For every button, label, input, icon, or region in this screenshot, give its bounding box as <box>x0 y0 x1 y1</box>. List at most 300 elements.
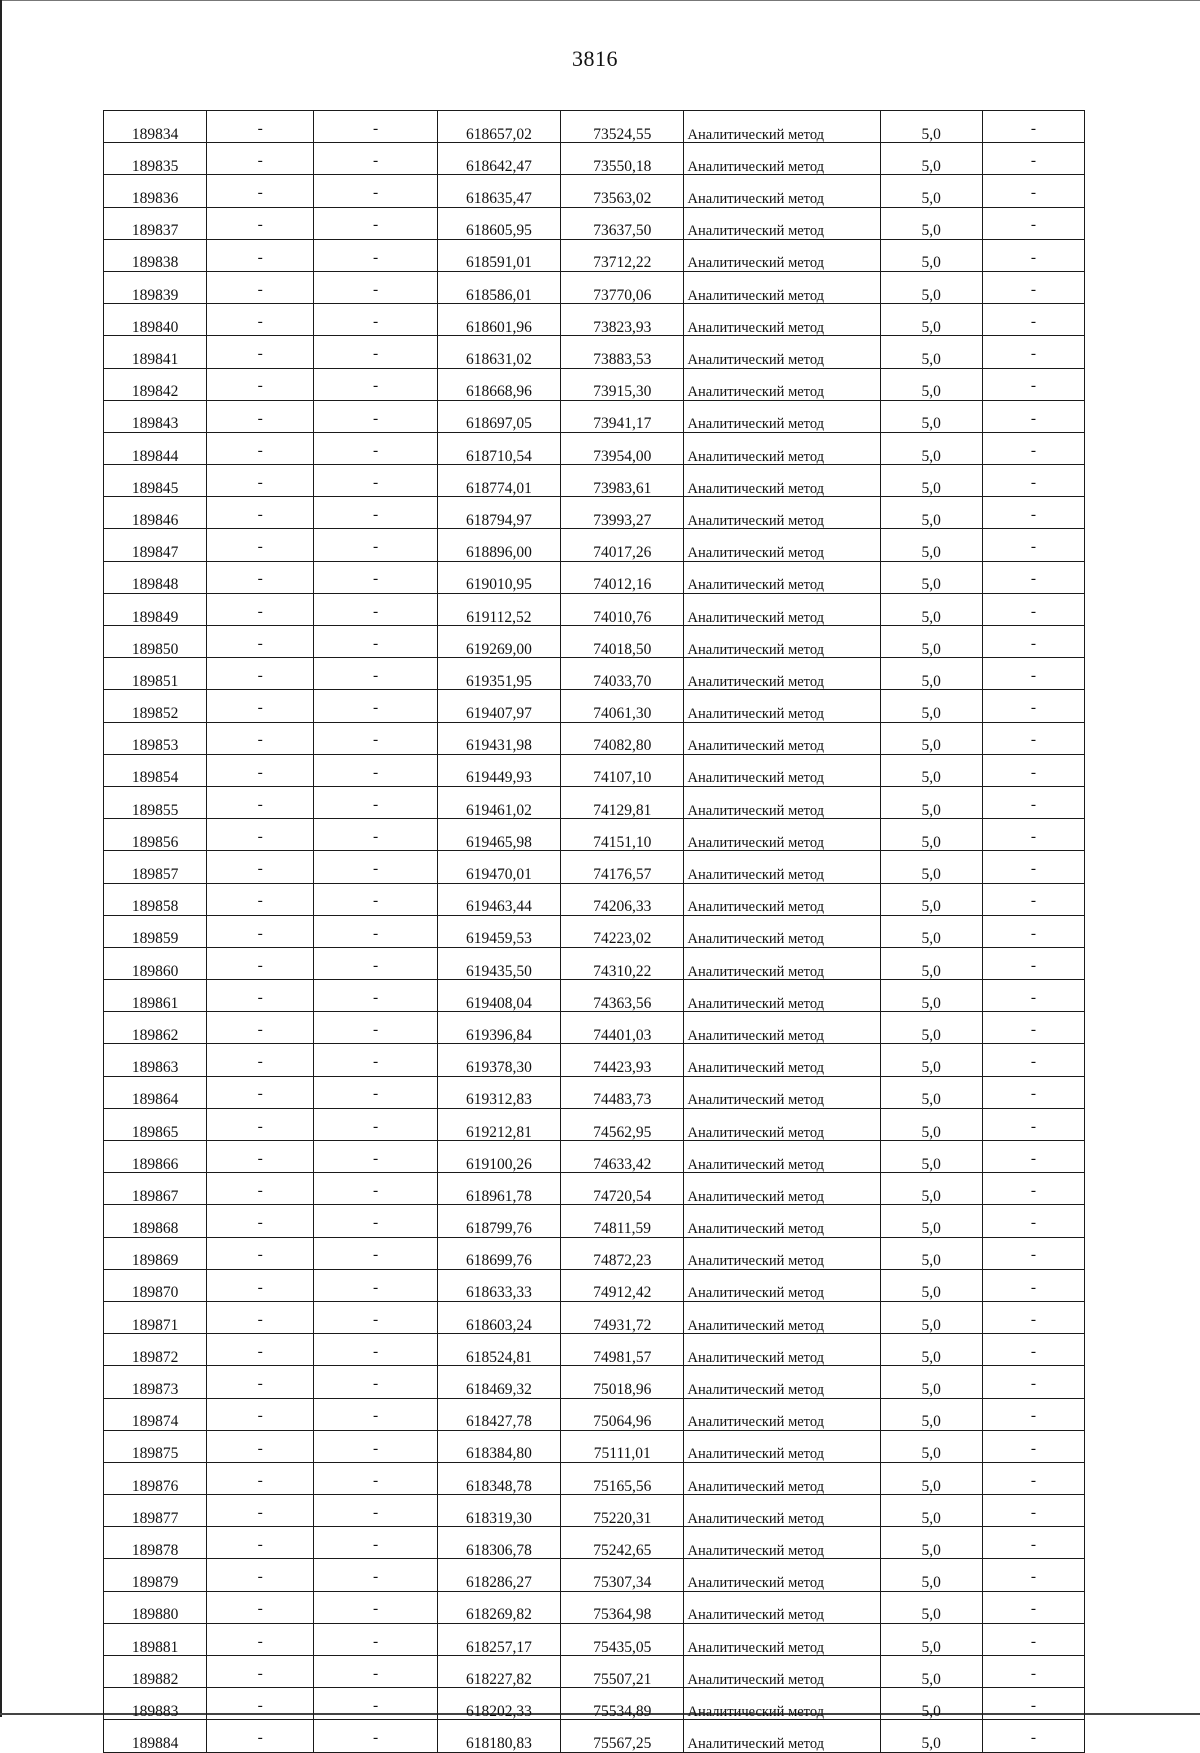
empty-value-cell: - <box>207 658 314 690</box>
empty-value-cell: - <box>982 336 1084 368</box>
empty-value-cell: - <box>982 1688 1084 1720</box>
coordinate-x-cell: 618603,24 <box>437 1301 560 1333</box>
method-cell: Аналитический метод <box>684 465 880 497</box>
empty-value-cell: - <box>207 368 314 400</box>
accuracy-cell: 5,0 <box>880 1495 982 1527</box>
empty-value-cell: - <box>314 1108 437 1140</box>
empty-value-cell: - <box>207 690 314 722</box>
table-row <box>104 1495 1085 1527</box>
point-number-cell: 189859 <box>104 915 207 947</box>
coordinate-x-cell: 619010,95 <box>437 561 560 593</box>
empty-value-cell: - <box>207 1205 314 1237</box>
method-cell: Аналитический метод <box>684 1012 880 1044</box>
empty-value-cell: - <box>314 368 437 400</box>
table-row <box>104 1623 1085 1655</box>
method-cell: Аналитический метод <box>684 626 880 658</box>
method-cell: Аналитический метод <box>684 722 880 754</box>
empty-value-cell: - <box>207 239 314 271</box>
empty-value-cell: - <box>982 819 1084 851</box>
coordinate-x-cell: 618427,78 <box>437 1398 560 1430</box>
coordinate-y-cell: 73954,00 <box>561 432 684 464</box>
empty-value-cell: - <box>314 1141 437 1173</box>
empty-value-cell: - <box>314 1462 437 1494</box>
method-cell: Аналитический метод <box>684 1527 880 1559</box>
table-row <box>104 271 1085 303</box>
method-cell: Аналитический метод <box>684 1720 880 1752</box>
empty-value-cell: - <box>982 593 1084 625</box>
accuracy-cell: 5,0 <box>880 626 982 658</box>
empty-value-cell: - <box>982 690 1084 722</box>
point-number-cell: 189883 <box>104 1688 207 1720</box>
empty-value-cell: - <box>314 1398 437 1430</box>
table-row <box>104 1076 1085 1108</box>
empty-value-cell: - <box>314 819 437 851</box>
point-number-cell: 189846 <box>104 497 207 529</box>
empty-value-cell: - <box>982 980 1084 1012</box>
coordinate-y-cell: 73637,50 <box>561 207 684 239</box>
table-row <box>104 1366 1085 1398</box>
coordinate-x-cell: 619269,00 <box>437 626 560 658</box>
coordinate-x-cell: 618961,78 <box>437 1173 560 1205</box>
method-cell: Аналитический метод <box>684 754 880 786</box>
accuracy-cell: 5,0 <box>880 1269 982 1301</box>
coordinate-y-cell: 74931,72 <box>561 1301 684 1333</box>
empty-value-cell: - <box>314 497 437 529</box>
accuracy-cell: 5,0 <box>880 400 982 432</box>
coordinate-x-cell: 619407,97 <box>437 690 560 722</box>
method-cell: Аналитический метод <box>684 304 880 336</box>
coordinate-x-cell: 619435,50 <box>437 947 560 979</box>
empty-value-cell: - <box>314 271 437 303</box>
coordinate-x-cell: 618202,33 <box>437 1688 560 1720</box>
table-row <box>104 1462 1085 1494</box>
accuracy-cell: 5,0 <box>880 690 982 722</box>
table-row <box>104 239 1085 271</box>
accuracy-cell: 5,0 <box>880 1141 982 1173</box>
method-cell: Аналитический метод <box>684 1141 880 1173</box>
point-number-cell: 189864 <box>104 1076 207 1108</box>
empty-value-cell: - <box>207 1623 314 1655</box>
empty-value-cell: - <box>314 1527 437 1559</box>
method-cell: Аналитический метод <box>684 883 880 915</box>
scan-border-top <box>0 0 1200 1</box>
empty-value-cell: - <box>207 980 314 1012</box>
point-number-cell: 189874 <box>104 1398 207 1430</box>
coordinate-x-cell: 618601,96 <box>437 304 560 336</box>
coordinate-y-cell: 74423,93 <box>561 1044 684 1076</box>
accuracy-cell: 5,0 <box>880 1205 982 1237</box>
coordinate-y-cell: 74151,10 <box>561 819 684 851</box>
empty-value-cell: - <box>982 754 1084 786</box>
coordinate-x-cell: 618319,30 <box>437 1495 560 1527</box>
empty-value-cell: - <box>207 497 314 529</box>
coordinates-table <box>103 110 1085 1753</box>
coordinate-y-cell: 73883,53 <box>561 336 684 368</box>
empty-value-cell: - <box>314 851 437 883</box>
method-cell: Аналитический метод <box>684 1559 880 1591</box>
coordinate-x-cell: 618586,01 <box>437 271 560 303</box>
empty-value-cell: - <box>207 1495 314 1527</box>
scan-border-left <box>0 0 2 1717</box>
method-cell: Аналитический метод <box>684 690 880 722</box>
empty-value-cell: - <box>314 690 437 722</box>
coordinate-x-cell: 618384,80 <box>437 1430 560 1462</box>
point-number-cell: 189880 <box>104 1591 207 1623</box>
method-cell: Аналитический метод <box>684 239 880 271</box>
empty-value-cell: - <box>314 336 437 368</box>
point-number-cell: 189876 <box>104 1462 207 1494</box>
empty-value-cell: - <box>314 754 437 786</box>
empty-value-cell: - <box>207 1108 314 1140</box>
method-cell: Аналитический метод <box>684 947 880 979</box>
empty-value-cell: - <box>314 1430 437 1462</box>
empty-value-cell: - <box>207 1173 314 1205</box>
method-cell: Аналитический метод <box>684 432 880 464</box>
empty-value-cell: - <box>982 465 1084 497</box>
page-number: 3816 <box>572 46 618 71</box>
table-row <box>104 529 1085 561</box>
coordinate-x-cell: 619470,01 <box>437 851 560 883</box>
coordinate-y-cell: 74981,57 <box>561 1334 684 1366</box>
empty-value-cell: - <box>314 1301 437 1333</box>
table-row <box>104 1334 1085 1366</box>
accuracy-cell: 5,0 <box>880 111 982 143</box>
coordinate-x-cell: 619112,52 <box>437 593 560 625</box>
empty-value-cell: - <box>982 1108 1084 1140</box>
coordinate-x-cell: 619465,98 <box>437 819 560 851</box>
table-row <box>104 111 1085 143</box>
empty-value-cell: - <box>314 915 437 947</box>
point-number-cell: 189881 <box>104 1623 207 1655</box>
table-row <box>104 1044 1085 1076</box>
empty-value-cell: - <box>207 432 314 464</box>
empty-value-cell: - <box>982 1301 1084 1333</box>
coordinate-y-cell: 74633,42 <box>561 1141 684 1173</box>
empty-value-cell: - <box>207 465 314 497</box>
empty-value-cell: - <box>314 883 437 915</box>
point-number-cell: 189868 <box>104 1205 207 1237</box>
method-cell: Аналитический метод <box>684 143 880 175</box>
accuracy-cell: 5,0 <box>880 175 982 207</box>
table-row <box>104 400 1085 432</box>
point-number-cell: 189877 <box>104 1495 207 1527</box>
empty-value-cell: - <box>207 593 314 625</box>
accuracy-cell: 5,0 <box>880 529 982 561</box>
table-row <box>104 658 1085 690</box>
empty-value-cell: - <box>314 1656 437 1688</box>
coordinate-x-cell: 618896,00 <box>437 529 560 561</box>
accuracy-cell: 5,0 <box>880 915 982 947</box>
table-row <box>104 465 1085 497</box>
empty-value-cell: - <box>314 1269 437 1301</box>
empty-value-cell: - <box>314 626 437 658</box>
accuracy-cell: 5,0 <box>880 722 982 754</box>
empty-value-cell: - <box>314 1012 437 1044</box>
table-row <box>104 1141 1085 1173</box>
method-cell: Аналитический метод <box>684 658 880 690</box>
method-cell: Аналитический метод <box>684 175 880 207</box>
accuracy-cell: 5,0 <box>880 336 982 368</box>
accuracy-cell: 5,0 <box>880 754 982 786</box>
table-row <box>104 1398 1085 1430</box>
coordinate-y-cell: 73563,02 <box>561 175 684 207</box>
accuracy-cell: 5,0 <box>880 432 982 464</box>
table-row <box>104 786 1085 818</box>
empty-value-cell: - <box>207 1527 314 1559</box>
coordinate-y-cell: 73983,61 <box>561 465 684 497</box>
accuracy-cell: 5,0 <box>880 497 982 529</box>
coordinate-x-cell: 619449,93 <box>437 754 560 786</box>
accuracy-cell: 5,0 <box>880 1173 982 1205</box>
coordinate-y-cell: 75165,56 <box>561 1462 684 1494</box>
empty-value-cell: - <box>982 529 1084 561</box>
coordinate-y-cell: 74206,33 <box>561 883 684 915</box>
point-number-cell: 189869 <box>104 1237 207 1269</box>
accuracy-cell: 5,0 <box>880 1012 982 1044</box>
coordinate-x-cell: 619351,95 <box>437 658 560 690</box>
table-row <box>104 143 1085 175</box>
coordinate-y-cell: 73550,18 <box>561 143 684 175</box>
empty-value-cell: - <box>207 851 314 883</box>
coordinate-y-cell: 74129,81 <box>561 786 684 818</box>
table-row <box>104 1430 1085 1462</box>
table-row <box>104 1688 1085 1720</box>
coordinate-x-cell: 619312,83 <box>437 1076 560 1108</box>
empty-value-cell: - <box>314 658 437 690</box>
coordinate-y-cell: 75018,96 <box>561 1366 684 1398</box>
empty-value-cell: - <box>207 400 314 432</box>
point-number-cell: 189856 <box>104 819 207 851</box>
coordinate-x-cell: 618180,83 <box>437 1720 560 1752</box>
empty-value-cell: - <box>314 400 437 432</box>
accuracy-cell: 5,0 <box>880 1720 982 1752</box>
coordinate-x-cell: 619378,30 <box>437 1044 560 1076</box>
empty-value-cell: - <box>207 271 314 303</box>
empty-value-cell: - <box>982 722 1084 754</box>
coordinate-x-cell: 618257,17 <box>437 1623 560 1655</box>
method-cell: Аналитический метод <box>684 111 880 143</box>
empty-value-cell: - <box>314 111 437 143</box>
empty-value-cell: - <box>207 304 314 336</box>
table-row <box>104 1269 1085 1301</box>
table-row <box>104 1559 1085 1591</box>
empty-value-cell: - <box>207 1656 314 1688</box>
point-number-cell: 189858 <box>104 883 207 915</box>
accuracy-cell: 5,0 <box>880 1301 982 1333</box>
point-number-cell: 189867 <box>104 1173 207 1205</box>
accuracy-cell: 5,0 <box>880 819 982 851</box>
method-cell: Аналитический метод <box>684 851 880 883</box>
table-row <box>104 1237 1085 1269</box>
point-number-cell: 189853 <box>104 722 207 754</box>
accuracy-cell: 5,0 <box>880 1237 982 1269</box>
method-cell: Аналитический метод <box>684 1269 880 1301</box>
empty-value-cell: - <box>982 143 1084 175</box>
empty-value-cell: - <box>982 1398 1084 1430</box>
accuracy-cell: 5,0 <box>880 207 982 239</box>
coordinate-y-cell: 74363,56 <box>561 980 684 1012</box>
empty-value-cell: - <box>314 1334 437 1366</box>
table-row <box>104 432 1085 464</box>
coordinate-y-cell: 73941,17 <box>561 400 684 432</box>
coordinate-y-cell: 74107,10 <box>561 754 684 786</box>
table-row <box>104 819 1085 851</box>
empty-value-cell: - <box>314 947 437 979</box>
empty-value-cell: - <box>982 1527 1084 1559</box>
method-cell: Аналитический метод <box>684 400 880 432</box>
coordinate-x-cell: 619396,84 <box>437 1012 560 1044</box>
coordinate-x-cell: 618794,97 <box>437 497 560 529</box>
coordinate-y-cell: 73915,30 <box>561 368 684 400</box>
empty-value-cell: - <box>207 1141 314 1173</box>
coordinate-x-cell: 618699,76 <box>437 1237 560 1269</box>
empty-value-cell: - <box>314 239 437 271</box>
coordinate-y-cell: 74017,26 <box>561 529 684 561</box>
empty-value-cell: - <box>314 593 437 625</box>
empty-value-cell: - <box>982 271 1084 303</box>
table-row <box>104 754 1085 786</box>
method-cell: Аналитический метод <box>684 271 880 303</box>
point-number-cell: 189871 <box>104 1301 207 1333</box>
coordinate-y-cell: 75364,98 <box>561 1591 684 1623</box>
empty-value-cell: - <box>982 368 1084 400</box>
point-number-cell: 189838 <box>104 239 207 271</box>
coordinate-x-cell: 619212,81 <box>437 1108 560 1140</box>
point-number-cell: 189861 <box>104 980 207 1012</box>
method-cell: Аналитический метод <box>684 1173 880 1205</box>
coordinate-x-cell: 618657,02 <box>437 111 560 143</box>
empty-value-cell: - <box>982 1269 1084 1301</box>
accuracy-cell: 5,0 <box>880 368 982 400</box>
empty-value-cell: - <box>982 175 1084 207</box>
empty-value-cell: - <box>982 851 1084 883</box>
method-cell: Аналитический метод <box>684 1237 880 1269</box>
table-row <box>104 1301 1085 1333</box>
coordinate-y-cell: 74033,70 <box>561 658 684 690</box>
method-cell: Аналитический метод <box>684 1334 880 1366</box>
point-number-cell: 189870 <box>104 1269 207 1301</box>
coordinate-x-cell: 618469,32 <box>437 1366 560 1398</box>
method-cell: Аналитический метод <box>684 1205 880 1237</box>
point-number-cell: 189840 <box>104 304 207 336</box>
coordinate-x-cell: 618286,27 <box>437 1559 560 1591</box>
coordinate-y-cell: 74082,80 <box>561 722 684 754</box>
empty-value-cell: - <box>207 1430 314 1462</box>
empty-value-cell: - <box>314 1076 437 1108</box>
method-cell: Аналитический метод <box>684 1301 880 1333</box>
table-row <box>104 561 1085 593</box>
empty-value-cell: - <box>982 1591 1084 1623</box>
method-cell: Аналитический метод <box>684 980 880 1012</box>
table-row <box>104 304 1085 336</box>
accuracy-cell: 5,0 <box>880 851 982 883</box>
empty-value-cell: - <box>207 1398 314 1430</box>
coordinate-y-cell: 75567,25 <box>561 1720 684 1752</box>
coordinate-x-cell: 618697,05 <box>437 400 560 432</box>
empty-value-cell: - <box>207 722 314 754</box>
coordinate-x-cell: 618524,81 <box>437 1334 560 1366</box>
empty-value-cell: - <box>982 497 1084 529</box>
coordinate-x-cell: 618668,96 <box>437 368 560 400</box>
accuracy-cell: 5,0 <box>880 1044 982 1076</box>
table-row <box>104 947 1085 979</box>
empty-value-cell: - <box>982 1656 1084 1688</box>
accuracy-cell: 5,0 <box>880 1430 982 1462</box>
coordinate-y-cell: 74018,50 <box>561 626 684 658</box>
point-number-cell: 189855 <box>104 786 207 818</box>
coordinate-x-cell: 618799,76 <box>437 1205 560 1237</box>
point-number-cell: 189882 <box>104 1656 207 1688</box>
empty-value-cell: - <box>207 561 314 593</box>
accuracy-cell: 5,0 <box>880 561 982 593</box>
empty-value-cell: - <box>982 658 1084 690</box>
method-cell: Аналитический метод <box>684 1623 880 1655</box>
method-cell: Аналитический метод <box>684 1366 880 1398</box>
empty-value-cell: - <box>314 722 437 754</box>
accuracy-cell: 5,0 <box>880 1656 982 1688</box>
empty-value-cell: - <box>314 1237 437 1269</box>
empty-value-cell: - <box>982 786 1084 818</box>
empty-value-cell: - <box>982 1076 1084 1108</box>
method-cell: Аналитический метод <box>684 207 880 239</box>
empty-value-cell: - <box>314 432 437 464</box>
empty-value-cell: - <box>982 1334 1084 1366</box>
empty-value-cell: - <box>982 239 1084 271</box>
empty-value-cell: - <box>982 1495 1084 1527</box>
point-number-cell: 189848 <box>104 561 207 593</box>
coordinate-x-cell: 619100,26 <box>437 1141 560 1173</box>
empty-value-cell: - <box>314 175 437 207</box>
coordinate-x-cell: 618591,01 <box>437 239 560 271</box>
empty-value-cell: - <box>207 1044 314 1076</box>
empty-value-cell: - <box>982 432 1084 464</box>
empty-value-cell: - <box>314 529 437 561</box>
empty-value-cell: - <box>982 304 1084 336</box>
empty-value-cell: - <box>982 883 1084 915</box>
empty-value-cell: - <box>982 1559 1084 1591</box>
method-cell: Аналитический метод <box>684 786 880 818</box>
accuracy-cell: 5,0 <box>880 1334 982 1366</box>
empty-value-cell: - <box>314 980 437 1012</box>
point-number-cell: 189865 <box>104 1108 207 1140</box>
empty-value-cell: - <box>982 400 1084 432</box>
coordinate-y-cell: 73993,27 <box>561 497 684 529</box>
empty-value-cell: - <box>982 626 1084 658</box>
method-cell: Аналитический метод <box>684 1656 880 1688</box>
method-cell: Аналитический метод <box>684 1495 880 1527</box>
accuracy-cell: 5,0 <box>880 465 982 497</box>
empty-value-cell: - <box>314 207 437 239</box>
point-number-cell: 189837 <box>104 207 207 239</box>
empty-value-cell: - <box>207 915 314 947</box>
coordinate-y-cell: 75220,31 <box>561 1495 684 1527</box>
table-row <box>104 497 1085 529</box>
table-row <box>104 1720 1085 1752</box>
table-row <box>104 915 1085 947</box>
empty-value-cell: - <box>207 529 314 561</box>
empty-value-cell: - <box>314 465 437 497</box>
coordinate-y-cell: 74012,16 <box>561 561 684 593</box>
table-row <box>104 980 1085 1012</box>
coordinate-y-cell: 75435,05 <box>561 1623 684 1655</box>
coordinate-y-cell: 74223,02 <box>561 915 684 947</box>
point-number-cell: 189857 <box>104 851 207 883</box>
empty-value-cell: - <box>207 175 314 207</box>
coordinate-x-cell: 618631,02 <box>437 336 560 368</box>
accuracy-cell: 5,0 <box>880 1366 982 1398</box>
empty-value-cell: - <box>982 1720 1084 1752</box>
empty-value-cell: - <box>207 786 314 818</box>
